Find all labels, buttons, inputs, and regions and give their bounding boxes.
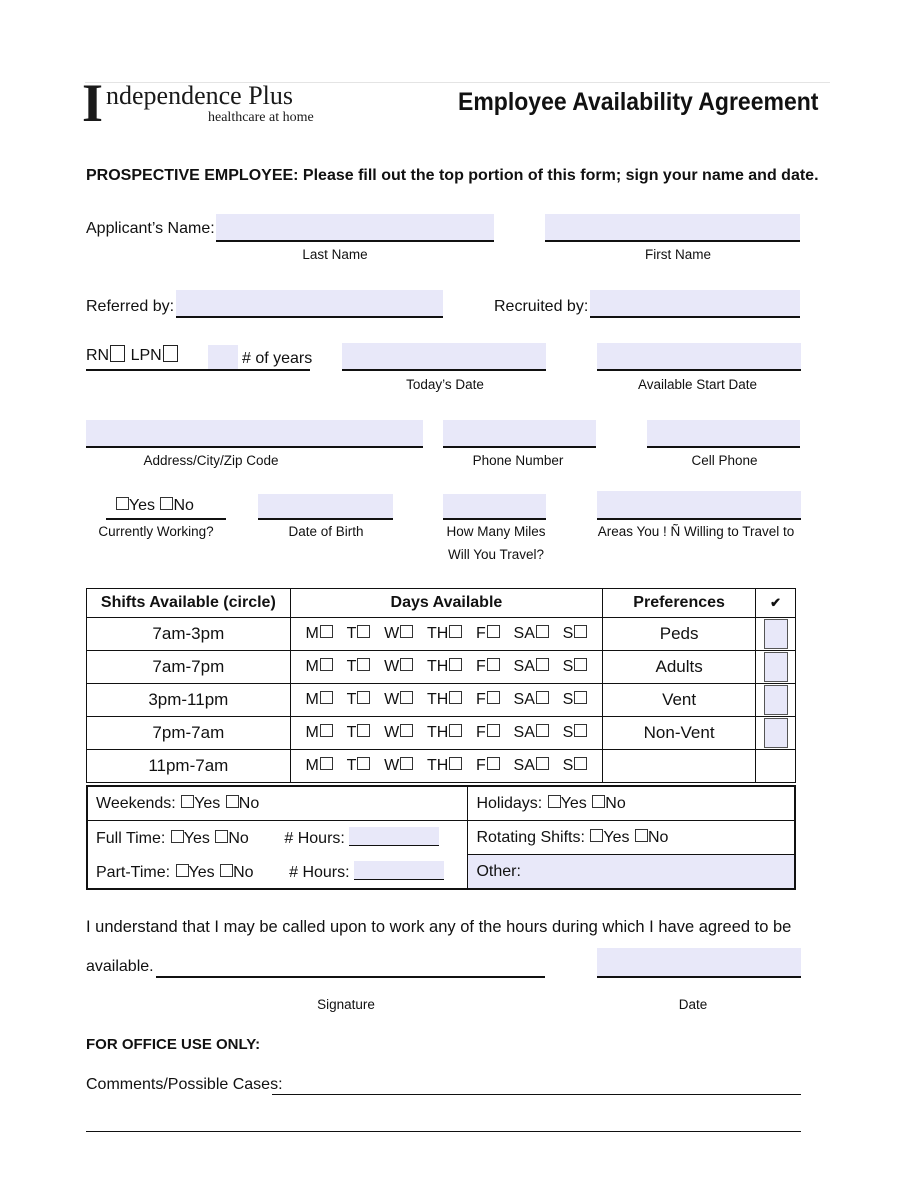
address-caption: Address/City/Zip Code (143, 453, 279, 468)
shift-cell[interactable]: 11pm-7am (87, 750, 291, 783)
available-label: available. (86, 958, 154, 975)
travel-areas-caption: Areas You ! Ñ Willing to Travel to (597, 524, 795, 539)
day-f[interactable]: F (476, 658, 500, 676)
availability-table (86, 588, 796, 783)
day-t[interactable]: T (347, 691, 371, 709)
comments-line-2[interactable] (86, 1131, 801, 1132)
comments-line-1[interactable] (272, 1094, 801, 1095)
table-row (87, 750, 796, 783)
lpn-label: LPN (130, 347, 162, 364)
day-th[interactable]: TH (427, 658, 462, 676)
rotating-yes-checkbox[interactable] (590, 829, 603, 842)
day-th[interactable]: TH (427, 757, 462, 775)
day-sa[interactable]: SA (514, 757, 549, 775)
day-m[interactable]: M (306, 625, 333, 643)
signature-caption: Signature (317, 997, 375, 1012)
office-use-heading: FOR OFFICE USE ONLY: (86, 1036, 261, 1053)
first-name-caption: First Name (644, 247, 711, 262)
day-s[interactable]: S (563, 691, 588, 709)
preference-checkbox[interactable] (764, 652, 788, 682)
shift-cell[interactable]: 3pm-11pm (87, 684, 291, 717)
phone-caption: Phone Number (472, 453, 564, 468)
day-w[interactable]: W (384, 658, 413, 676)
start-date-caption: Available Start Date (637, 377, 758, 392)
other-label: Other: (476, 862, 521, 880)
rotating-no-checkbox[interactable] (635, 829, 648, 842)
preference-check-cell[interactable] (756, 651, 796, 684)
full-time-cell: Full Time: Yes No # Hours: (87, 821, 468, 855)
day-s[interactable]: S (563, 724, 588, 742)
address-field[interactable] (86, 420, 423, 448)
shift-cell[interactable]: 7am-3pm (87, 618, 291, 651)
day-m[interactable]: M (306, 691, 333, 709)
day-f[interactable]: F (476, 691, 500, 709)
day-s[interactable]: S (563, 757, 588, 775)
rotating-label: Rotating Shifts: (476, 828, 585, 846)
employment-options-table (86, 785, 796, 890)
table-row (87, 618, 796, 651)
signature-field[interactable] (156, 958, 545, 978)
preference-checkbox[interactable] (764, 619, 788, 649)
travel-areas-field[interactable] (597, 491, 801, 520)
part-time-yes-checkbox[interactable] (176, 864, 189, 877)
part-time-label: Part-Time: (96, 863, 171, 881)
other-cell[interactable] (468, 855, 795, 890)
days-header: Days Available (290, 589, 603, 618)
full-time-yes-checkbox[interactable] (171, 830, 184, 843)
day-t[interactable]: T (347, 625, 371, 643)
day-w[interactable]: W (384, 757, 413, 775)
days-cell (290, 651, 603, 684)
preference-checkbox[interactable] (764, 718, 788, 748)
agreement-text: I understand that I may be called upon to work any of the hours during which I have agreed to be (86, 918, 792, 936)
logo-tagline: healthcare at home (208, 110, 314, 125)
date-of-birth-field[interactable] (258, 494, 393, 520)
days-cell (290, 750, 603, 783)
last-name-field[interactable] (216, 214, 494, 242)
logo-name: ndependence Plus (106, 81, 294, 110)
day-m[interactable]: M (306, 658, 333, 676)
todays-date-field[interactable] (342, 343, 546, 371)
preference-check-cell-empty (756, 750, 796, 783)
currently-working-caption: Currently Working? (98, 524, 214, 539)
day-sa[interactable]: SA (514, 724, 549, 742)
full-time-no-checkbox[interactable] (215, 830, 228, 843)
working-yes-label: Yes (128, 497, 155, 514)
weekends-label: Weekends: (96, 794, 176, 812)
recruited-by-label: Recruited by: (494, 298, 589, 315)
day-s[interactable]: S (563, 625, 588, 643)
date-caption: Date (678, 997, 708, 1012)
working-yes-checkbox[interactable] (116, 497, 129, 510)
preference-cell-empty (603, 750, 756, 783)
day-sa[interactable]: SA (514, 691, 549, 709)
part-time-hours-label: # Hours: (289, 863, 350, 881)
table-row (87, 717, 796, 750)
rotating-cell: Rotating Shifts: Yes No (468, 821, 795, 855)
day-f[interactable]: F (476, 724, 500, 742)
preference-check-cell[interactable] (756, 717, 796, 750)
preference-cell: Peds (603, 618, 756, 651)
referred-by-field[interactable] (176, 290, 443, 318)
weekends-cell: Weekends: Yes No (87, 786, 468, 821)
day-w[interactable]: W (384, 625, 413, 643)
day-t[interactable]: T (347, 724, 371, 742)
working-no-label: No (173, 497, 194, 514)
cell-caption: Cell Phone (691, 453, 758, 468)
start-date-field[interactable] (597, 343, 801, 371)
miles-caption-2: Will You Travel? (447, 547, 545, 562)
shift-cell[interactable]: 7am-7pm (87, 651, 291, 684)
day-w[interactable]: W (384, 724, 413, 742)
first-name-field[interactable] (545, 214, 800, 242)
full-time-label: Full Time: (96, 830, 166, 848)
days-cell (290, 684, 603, 717)
recruited-by-field[interactable] (590, 290, 800, 318)
preference-checkbox[interactable] (764, 685, 788, 715)
day-t[interactable]: T (347, 757, 371, 775)
rn-checkbox[interactable] (110, 345, 125, 362)
shifts-header: Shifts Available (circle) (87, 589, 291, 618)
preference-cell: Vent (603, 684, 756, 717)
cell-phone-field[interactable] (647, 420, 800, 448)
day-th[interactable]: TH (427, 625, 462, 643)
holidays-label: Holidays: (476, 794, 543, 812)
referred-by-label: Referred by: (86, 298, 175, 315)
logo-initial: I (82, 73, 104, 133)
currently-working-options (106, 497, 226, 520)
part-time-no-checkbox[interactable] (220, 864, 233, 877)
holidays-cell: Holidays: Yes No (468, 786, 795, 821)
holidays-no-checkbox[interactable] (592, 795, 605, 808)
day-f[interactable]: F (476, 625, 500, 643)
shift-cell[interactable]: 7pm-7am (87, 717, 291, 750)
day-s[interactable]: S (563, 658, 588, 676)
working-no-checkbox[interactable] (160, 497, 173, 510)
day-sa[interactable]: SA (514, 625, 549, 643)
day-w[interactable]: W (384, 691, 413, 709)
license-type (86, 345, 206, 371)
preference-cell: Non-Vent (603, 717, 756, 750)
preference-cell: Adults (603, 651, 756, 684)
last-name-caption: Last Name (302, 247, 368, 262)
day-sa[interactable]: SA (514, 658, 549, 676)
part-time-hours-field[interactable] (354, 861, 444, 880)
days-cell (290, 618, 603, 651)
day-m[interactable]: M (306, 724, 333, 742)
preference-check-cell[interactable] (756, 618, 796, 651)
check-header: ✔ (756, 589, 796, 618)
weekends-yes-checkbox[interactable] (181, 795, 194, 808)
weekends-no-checkbox[interactable] (226, 795, 239, 808)
lpn-checkbox[interactable] (163, 345, 178, 362)
table-header-row (87, 589, 796, 618)
miles-field[interactable] (443, 494, 546, 520)
holidays-yes-checkbox[interactable] (548, 795, 561, 808)
preference-check-cell[interactable] (756, 684, 796, 717)
instruction-text: PROSPECTIVE EMPLOYEE: Please fill out the top portion of this form; sign your name and date. (86, 167, 819, 184)
years-label: # of years (242, 350, 313, 367)
day-f[interactable]: F (476, 757, 500, 775)
preferences-header: Preferences (603, 589, 756, 618)
full-time-hours-label: # Hours: (284, 830, 345, 848)
table-row (87, 651, 796, 684)
day-th[interactable]: TH (427, 724, 462, 742)
signature-date-field[interactable] (597, 948, 801, 978)
part-time-cell: Part-Time: Yes No # Hours: (87, 855, 468, 890)
dob-caption: Date of Birth (288, 524, 364, 539)
applicant-name-label: Applicant’s Name: (86, 220, 215, 237)
full-time-hours-field[interactable] (349, 827, 439, 846)
rn-label: RN (86, 347, 110, 364)
comments-label: Comments/Possible Cases: (86, 1076, 283, 1093)
day-t[interactable]: T (347, 658, 371, 676)
todays-date-caption: Today’s Date (406, 377, 484, 392)
form-title: Employee Availability Agreement (458, 88, 819, 116)
day-th[interactable]: TH (427, 691, 462, 709)
day-m[interactable]: M (306, 757, 333, 775)
days-cell (290, 717, 603, 750)
miles-caption-1: How Many Miles (446, 524, 546, 539)
phone-field[interactable] (443, 420, 596, 448)
table-row (87, 684, 796, 717)
